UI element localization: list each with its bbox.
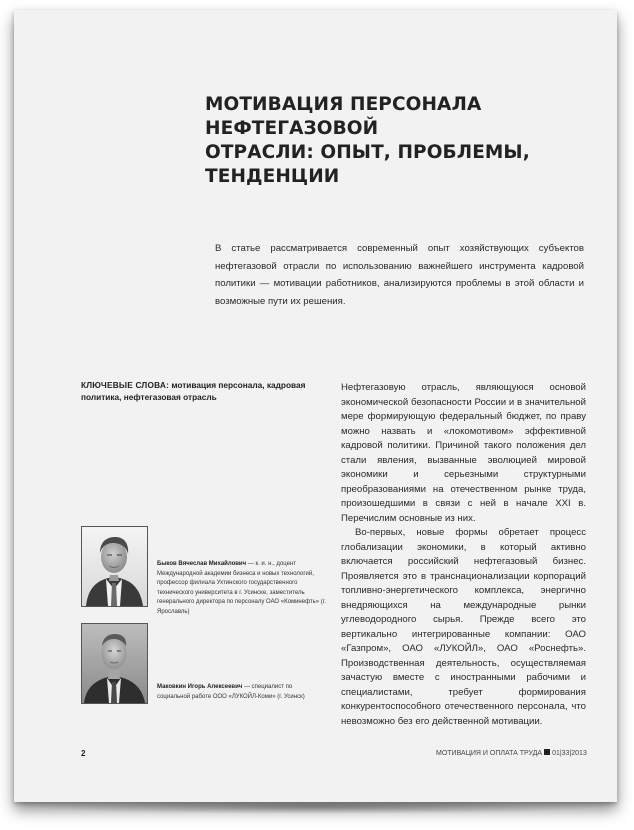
page-shadow: [22, 800, 610, 814]
body-paragraph-2: Во-первых, новые формы обретает процесс глобализации экономики, в который активно включается российский нефтегазовый бизнес. Проявляется это в транснационализации корпораций топливно-энергетического комплекса, энергично внедряющихся на международные рынки углеводородного сырья. Прежде всего это вертикально интегрированные компании: ОАО «Газпром», ОАО «ЛУКОЙЛ», ОАО «Роснефть». Производственная деятельность, осуществляемая зачастую вместе с иностранными рабочими и специалистами, требует формирования конкурентоспособного отечественного персонала, что невозможно без его действенной мотивации.: [341, 527, 586, 727]
author-name-makovkin: Маковкин Игорь Алексеевич: [157, 684, 243, 690]
author-info-bykov: [157, 560, 327, 617]
author-bio-makovkin: — специалист по социальной работе ООО «ЛУКОЙЛ-Коми» (г. Усинск): [157, 684, 305, 700]
author-name-bykov: Быков Вячеслав Михайлович: [157, 561, 247, 567]
footer-journal-info: [436, 749, 586, 757]
keywords-text: мотивация персонала, кадровая политика, нефтегазовая отрасль: [81, 380, 306, 402]
article-body: [341, 381, 586, 729]
journal-name: МОТИВАЦИЯ И ОПЛАТА ТРУДА: [436, 750, 543, 757]
article-title: МОТИВАЦИЯ ПЕРСОНАЛА НЕФТЕГАЗОВОЙ ОТРАСЛИ: ОПЫТ, ПРОБЛЕМЫ, ТЕНДЕНЦИИ: [205, 94, 530, 187]
article-abstract: В статье рассматривается современный опыт хозяйствующих субъектов нефтегазовой отрасли по использованию важнейшего инструмента кадровой политики — мотивации работников, анализируются проблемы в этой области и возможные пути их решения.: [215, 243, 584, 307]
square-bullet-icon: [544, 749, 550, 755]
author-portrait-2: [82, 624, 147, 703]
keywords-block: [81, 380, 326, 403]
author-photo-bykov: [81, 526, 148, 607]
keywords-label: КЛЮЧЕВЫЕ СЛОВА:: [81, 380, 170, 390]
issue-number: 01|33|2013: [552, 750, 587, 757]
body-paragraph-1: Нефтегазовую отрасль, являющуюся основой экономической безопасности России и в значительной мере формирующую федеральный бюджет, по праву можно назвать и «локомотивом» эффективной кадровой политики. Причиной такого положения дел стали явления, вызванные эволюцией мировой экономики и серьезными структурными преобразованиями на отечественном рынке труда, произошедшими в связи с ней в начале XXI в. Перечислим основные из них.: [341, 382, 586, 524]
author-portrait-1: [82, 527, 147, 606]
author-photo-makovkin: [81, 623, 148, 704]
author-bio-bykov: — к. и. н., доцент Международной академии бизнеса и новых технологий, профессор филиала Ухтинского государственного технического университета в г. Усинске, заместитель генерального директора по персоналу ОАО «Коминефть» (г. Ярославль): [157, 561, 326, 615]
page-number: 2: [81, 749, 86, 758]
author-info-makovkin: [157, 683, 327, 702]
